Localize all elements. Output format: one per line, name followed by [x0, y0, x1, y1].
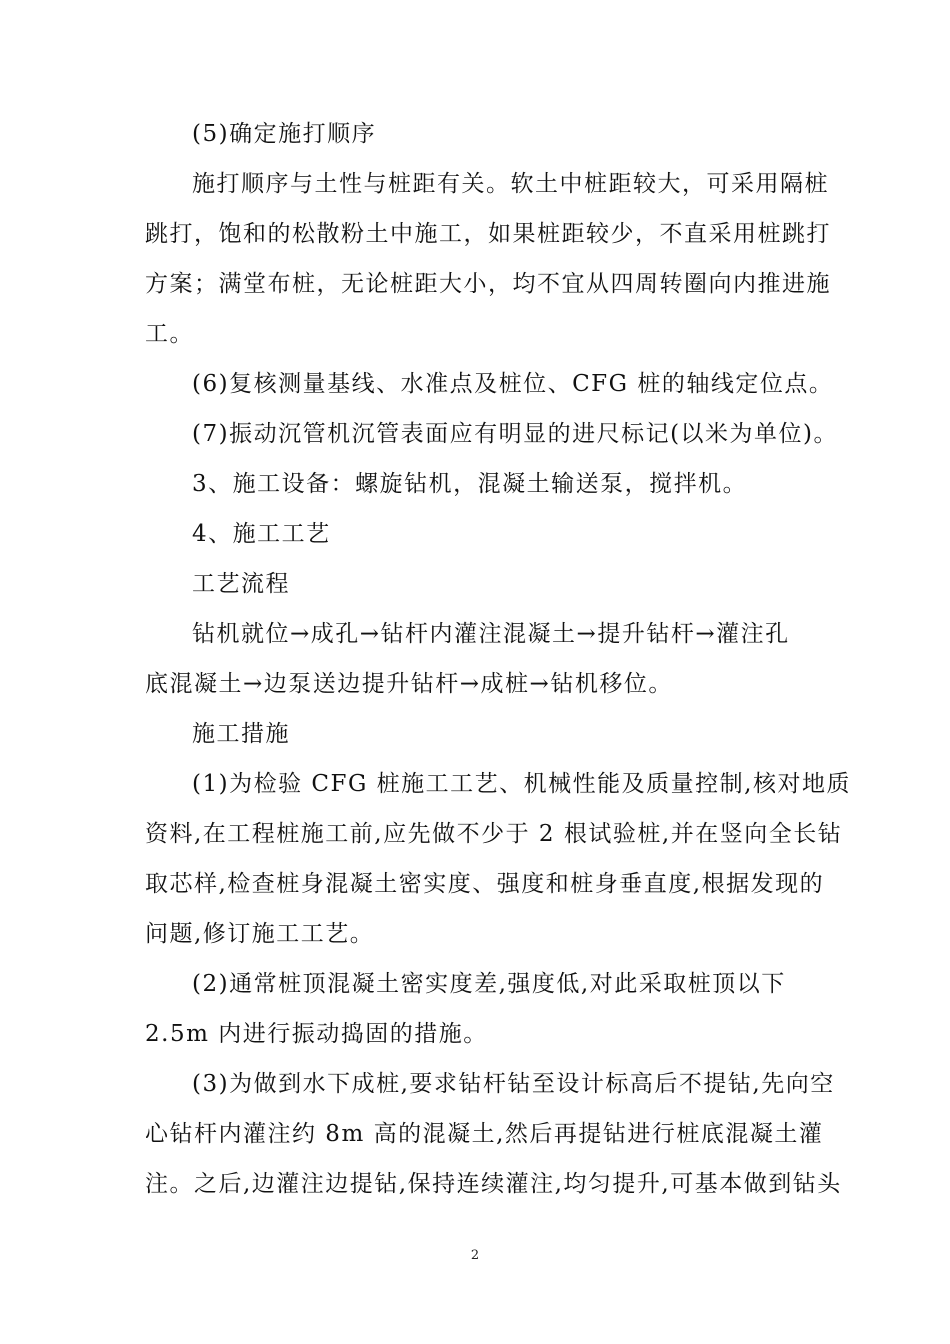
measure-item-line: 2.5m 内进行振动捣固的措施。	[145, 1021, 488, 1047]
measure-item-line: 心钻杆内灌注约 8m 高的混凝土,然后再提钻进行桩底混凝土灌	[145, 1121, 824, 1147]
paragraph-line: 施打顺序与土性与桩距有关。软土中桩距较大，可采用隔桩	[192, 171, 829, 197]
heading-construction-process: 4、施工工艺	[192, 521, 331, 547]
paragraph-line: 方案；满堂布桩，无论桩距大小，均不宜从四周转圈向内推进施	[145, 271, 831, 297]
measure-item-line: (3)为做到水下成桩,要求钻杆钻至设计标高后不提钻,先向空	[192, 1071, 835, 1097]
measure-item-line: 取芯样,检查桩身混凝土密实度、强度和桩身垂直度,根据发现的	[145, 871, 825, 897]
measure-item-line: 注。之后,边灌注边提钻,保持连续灌注,均匀提升,可基本做到钻头	[145, 1171, 842, 1197]
measure-item-line: (2)通常桩顶混凝土密实度差,强度低,对此采取桩顶以下	[192, 971, 786, 997]
page-number: 2	[470, 1248, 480, 1263]
process-flow-line: 钻机就位→成孔→钻杆内灌注混凝土→提升钻杆→灌注孔	[192, 621, 790, 647]
measure-item-line: 资料,在工程桩施工前,应先做不少于 2 根试验桩,并在竖向全长钻	[145, 821, 843, 847]
process-flow-line: 底混凝土→边泵送边提升钻杆→成桩→钻机移位。	[145, 671, 673, 697]
heading-construction-measures: 施工措施	[192, 721, 290, 747]
measure-item-line: 问题,修订施工工艺。	[145, 921, 375, 947]
heading-process-flow: 工艺流程	[192, 571, 290, 597]
paragraph-line: 跳打，饱和的松散粉土中施工，如果桩距较少，不直采用桩跳打	[145, 221, 831, 247]
item-casing-markings: (7)振动沉管机沉管表面应有明显的进尺标记(以米为单位)。	[192, 421, 839, 447]
heading-construction-order: (5)确定施打顺序	[192, 121, 377, 147]
heading-construction-equipment: 3、施工设备：螺旋钻机，混凝土输送泵，搅拌机。	[192, 471, 748, 497]
paragraph-line: 工。	[145, 321, 194, 347]
item-survey-check: (6)复核测量基线、水准点及桩位、CFG 桩的轴线定位点。	[192, 371, 834, 397]
measure-item-line: (1)为检验 CFG 桩施工工艺、机械性能及质量控制,核对地质	[192, 771, 851, 797]
